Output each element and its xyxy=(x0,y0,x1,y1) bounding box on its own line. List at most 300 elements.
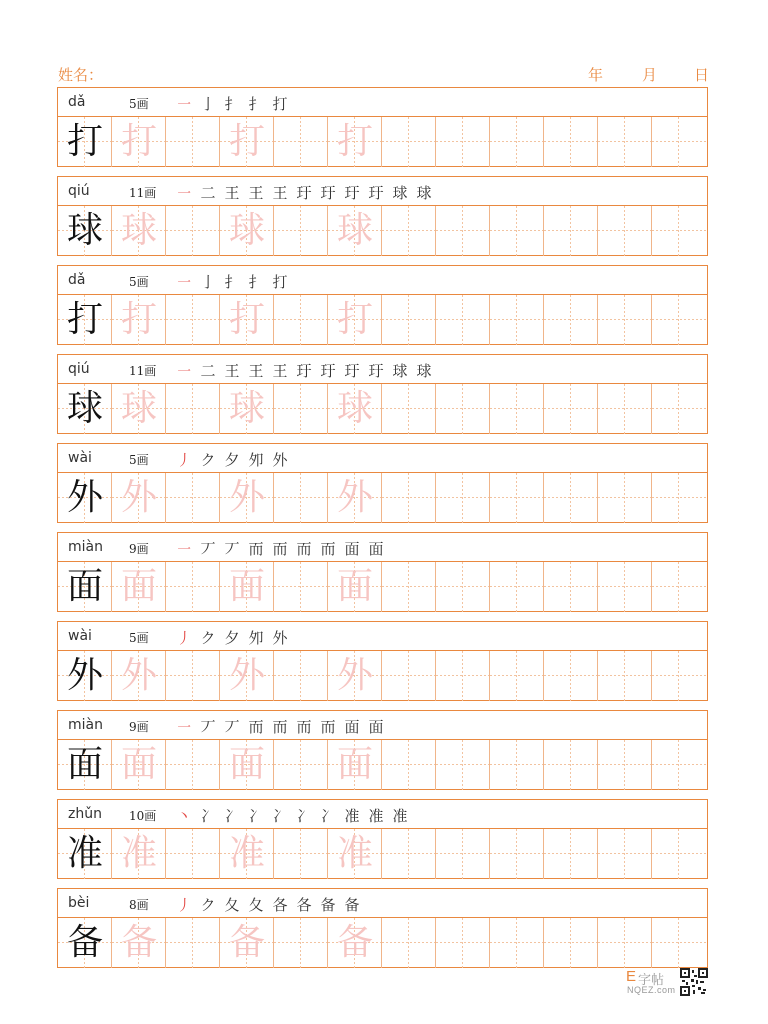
writing-cell[interactable] xyxy=(58,473,112,523)
writing-cell[interactable] xyxy=(436,117,490,167)
writing-cell[interactable] xyxy=(598,651,652,701)
stroke-step: 冫 xyxy=(200,807,216,825)
writing-cell[interactable] xyxy=(220,206,274,256)
stroke-step: 夂 xyxy=(224,896,240,914)
row-info-bar xyxy=(58,355,707,384)
writing-cell[interactable] xyxy=(382,651,436,701)
trace-character: 面 xyxy=(120,744,157,785)
writing-cell[interactable] xyxy=(490,562,544,612)
stroke-step: ㇐ xyxy=(176,95,192,113)
writing-grid xyxy=(58,295,707,344)
stroke-step: 备 xyxy=(344,896,360,914)
writing-cell[interactable] xyxy=(58,562,112,612)
writing-grid xyxy=(58,918,707,967)
stroke-step: 扌 xyxy=(248,95,264,113)
stroke-step: 备 xyxy=(320,896,336,914)
writing-cell[interactable] xyxy=(166,651,220,701)
trace-character: 外 xyxy=(228,655,265,696)
writing-cell[interactable] xyxy=(490,117,544,167)
row-info-bar xyxy=(58,533,707,562)
writing-grid xyxy=(58,740,707,789)
row-info-bar xyxy=(58,177,707,206)
writing-cell[interactable] xyxy=(328,473,382,523)
practice-row xyxy=(57,621,708,701)
writing-cell[interactable] xyxy=(328,206,382,256)
practice-row xyxy=(57,87,708,167)
writing-cell[interactable] xyxy=(58,740,112,790)
name-label: 姓名： xyxy=(58,66,104,84)
stroke-count: 5画 xyxy=(129,631,149,645)
trace-character: 备 xyxy=(336,922,373,963)
writing-cell[interactable] xyxy=(328,384,382,434)
trace-character: 球 xyxy=(336,388,373,429)
writing-cell[interactable] xyxy=(220,651,274,701)
writing-cell[interactable] xyxy=(544,473,598,523)
writing-cell[interactable] xyxy=(112,562,166,612)
trace-character: 面 xyxy=(120,566,157,607)
stroke-step: 而 xyxy=(272,718,288,736)
writing-cell[interactable] xyxy=(598,918,652,968)
stroke-step: 王 xyxy=(272,362,288,380)
stroke-step: 而 xyxy=(248,718,264,736)
writing-cell[interactable] xyxy=(436,206,490,256)
stroke-step: 夕 xyxy=(224,451,240,469)
stroke-step: 而 xyxy=(248,540,264,558)
trace-character: 面 xyxy=(336,566,373,607)
trace-character: 准 xyxy=(120,833,157,874)
stroke-order-sequence xyxy=(172,182,436,202)
stroke-count: 5画 xyxy=(129,97,149,111)
writing-cell[interactable] xyxy=(328,740,382,790)
stroke-step: 打 xyxy=(272,95,288,113)
stroke-step: 王 xyxy=(224,362,240,380)
writing-cell[interactable] xyxy=(652,206,706,256)
stroke-step: 冫 xyxy=(248,807,264,825)
model-character: 外 xyxy=(66,655,103,696)
writing-cell[interactable] xyxy=(382,384,436,434)
stroke-order-sequence xyxy=(172,538,388,558)
stroke-step: ク xyxy=(200,629,216,647)
pinyin: wài xyxy=(68,450,92,466)
stroke-step: 夂 xyxy=(248,896,264,914)
writing-cell[interactable] xyxy=(436,829,490,879)
writing-cell[interactable] xyxy=(58,206,112,256)
writing-cell[interactable] xyxy=(166,295,220,345)
writing-cell[interactable] xyxy=(652,384,706,434)
stroke-count: 5画 xyxy=(129,453,149,467)
stroke-step: 玗 xyxy=(296,184,312,202)
writing-cell[interactable] xyxy=(544,117,598,167)
writing-cell[interactable] xyxy=(112,206,166,256)
worksheet-header xyxy=(58,62,710,84)
stroke-step: 丆 xyxy=(224,718,240,736)
pinyin: dǎ xyxy=(68,94,86,110)
stroke-step: 球 xyxy=(392,362,408,380)
row-info-bar xyxy=(58,711,707,740)
writing-cell[interactable] xyxy=(544,651,598,701)
stroke-step: 王 xyxy=(224,184,240,202)
row-info-bar xyxy=(58,266,707,295)
stroke-count: 11画 xyxy=(129,364,157,378)
stroke-step: 冫 xyxy=(296,807,312,825)
writing-cell[interactable] xyxy=(652,473,706,523)
writing-cell[interactable] xyxy=(490,829,544,879)
writing-cell[interactable] xyxy=(598,473,652,523)
stroke-step: 冫 xyxy=(224,807,240,825)
stroke-order-sequence xyxy=(172,360,436,380)
stroke-step: 面 xyxy=(368,718,384,736)
writing-cell[interactable] xyxy=(166,740,220,790)
writing-cell[interactable] xyxy=(490,918,544,968)
stroke-order-sequence xyxy=(172,894,364,914)
stroke-step: 准 xyxy=(392,807,408,825)
trace-character: 球 xyxy=(228,388,265,429)
writing-cell[interactable] xyxy=(166,473,220,523)
stroke-step: 王 xyxy=(272,184,288,202)
writing-cell[interactable] xyxy=(652,295,706,345)
writing-cell[interactable] xyxy=(328,829,382,879)
trace-character: 打 xyxy=(336,299,373,340)
brand-logo-letter: E xyxy=(626,968,637,985)
stroke-step: 冫 xyxy=(272,807,288,825)
pinyin: qiú xyxy=(68,183,90,199)
trace-character: 准 xyxy=(336,833,373,874)
writing-cell[interactable] xyxy=(328,562,382,612)
writing-cell[interactable] xyxy=(490,384,544,434)
writing-cell[interactable] xyxy=(274,829,328,879)
stroke-step: 打 xyxy=(272,273,288,291)
brand-footer xyxy=(626,968,710,998)
stroke-step: 玗 xyxy=(296,362,312,380)
stroke-step: 球 xyxy=(416,184,432,202)
row-info-bar xyxy=(58,800,707,829)
writing-cell[interactable] xyxy=(598,295,652,345)
writing-cell[interactable] xyxy=(382,829,436,879)
stroke-step: ㇐ xyxy=(176,362,192,380)
stroke-step: 面 xyxy=(344,540,360,558)
writing-cell[interactable] xyxy=(220,295,274,345)
trace-character: 球 xyxy=(228,210,265,251)
writing-cell[interactable] xyxy=(382,295,436,345)
writing-cell[interactable] xyxy=(436,651,490,701)
trace-character: 打 xyxy=(336,121,373,162)
stroke-step: 准 xyxy=(344,807,360,825)
writing-cell[interactable] xyxy=(544,829,598,879)
stroke-step: 面 xyxy=(368,540,384,558)
writing-cell[interactable] xyxy=(598,384,652,434)
practice-row xyxy=(57,799,708,879)
writing-cell[interactable] xyxy=(544,562,598,612)
stroke-step: 外 xyxy=(272,451,288,469)
writing-cell[interactable] xyxy=(274,740,328,790)
writing-cell[interactable] xyxy=(598,829,652,879)
stroke-step: 玗 xyxy=(320,184,336,202)
writing-cell[interactable] xyxy=(598,117,652,167)
stroke-step: 丿 xyxy=(176,451,192,469)
writing-cell[interactable] xyxy=(328,918,382,968)
stroke-step: ㇐ xyxy=(176,273,192,291)
writing-cell[interactable] xyxy=(544,384,598,434)
practice-row xyxy=(57,888,708,968)
writing-cell[interactable] xyxy=(166,918,220,968)
practice-row xyxy=(57,176,708,256)
model-character: 球 xyxy=(66,210,103,251)
stroke-step: 玗 xyxy=(344,184,360,202)
qr-code-icon xyxy=(680,968,708,996)
stroke-step: 玗 xyxy=(320,362,336,380)
stroke-step: 夘 xyxy=(248,451,264,469)
stroke-step: 二 xyxy=(200,362,216,380)
writing-cell[interactable] xyxy=(598,206,652,256)
practice-row xyxy=(57,532,708,612)
stroke-step: ㇐ xyxy=(176,718,192,736)
writing-cell[interactable] xyxy=(274,473,328,523)
trace-character: 打 xyxy=(228,299,265,340)
brand-url: NQEZ.com xyxy=(627,985,676,995)
stroke-step: 丿 xyxy=(176,629,192,647)
writing-cell[interactable] xyxy=(166,562,220,612)
stroke-step: 夕 xyxy=(224,629,240,647)
trace-character: 外 xyxy=(120,655,157,696)
stroke-step: 各 xyxy=(296,896,312,914)
stroke-step: 玗 xyxy=(368,362,384,380)
writing-cell[interactable] xyxy=(490,206,544,256)
stroke-step: ク xyxy=(200,451,216,469)
writing-cell[interactable] xyxy=(490,651,544,701)
writing-cell[interactable] xyxy=(652,651,706,701)
writing-cell[interactable] xyxy=(112,384,166,434)
writing-cell[interactable] xyxy=(382,206,436,256)
writing-grid xyxy=(58,562,707,611)
trace-character: 打 xyxy=(120,299,157,340)
writing-cell[interactable] xyxy=(598,562,652,612)
writing-cell[interactable] xyxy=(58,918,112,968)
trace-character: 外 xyxy=(120,477,157,518)
writing-cell[interactable] xyxy=(274,206,328,256)
writing-cell[interactable] xyxy=(274,384,328,434)
stroke-step: 扌 xyxy=(224,273,240,291)
writing-cell[interactable] xyxy=(436,740,490,790)
writing-cell[interactable] xyxy=(382,740,436,790)
writing-cell[interactable] xyxy=(382,562,436,612)
practice-row xyxy=(57,354,708,434)
writing-cell[interactable] xyxy=(274,117,328,167)
stroke-step: 而 xyxy=(320,540,336,558)
writing-cell[interactable] xyxy=(220,473,274,523)
writing-cell[interactable] xyxy=(112,295,166,345)
writing-cell[interactable] xyxy=(274,651,328,701)
writing-grid xyxy=(58,384,707,433)
model-character: 外 xyxy=(66,477,103,518)
stroke-step: ㇐ xyxy=(176,540,192,558)
writing-cell[interactable] xyxy=(274,562,328,612)
stroke-step: 而 xyxy=(272,540,288,558)
writing-cell[interactable] xyxy=(112,117,166,167)
stroke-step: 球 xyxy=(416,362,432,380)
writing-cell[interactable] xyxy=(112,651,166,701)
model-character: 球 xyxy=(66,388,103,429)
writing-cell[interactable] xyxy=(598,740,652,790)
stroke-step: 王 xyxy=(248,362,264,380)
stroke-step: 扌 xyxy=(248,273,264,291)
stroke-count: 10画 xyxy=(129,809,157,823)
writing-cell[interactable] xyxy=(652,829,706,879)
stroke-order-sequence xyxy=(172,627,292,647)
writing-cell[interactable] xyxy=(166,117,220,167)
writing-cell[interactable] xyxy=(112,918,166,968)
stroke-step: ク xyxy=(200,896,216,914)
writing-cell[interactable] xyxy=(166,206,220,256)
writing-cell[interactable] xyxy=(166,384,220,434)
stroke-count: 9画 xyxy=(129,720,149,734)
writing-cell[interactable] xyxy=(220,384,274,434)
pinyin: dǎ xyxy=(68,272,86,288)
pinyin: qiú xyxy=(68,361,90,377)
writing-cell[interactable] xyxy=(490,473,544,523)
writing-cell[interactable] xyxy=(220,829,274,879)
stroke-step: 球 xyxy=(392,184,408,202)
writing-cell[interactable] xyxy=(652,117,706,167)
trace-character: 球 xyxy=(120,388,157,429)
row-info-bar xyxy=(58,88,707,117)
trace-character: 球 xyxy=(120,210,157,251)
stroke-order-sequence xyxy=(172,449,292,469)
stroke-step: 扌 xyxy=(224,95,240,113)
stroke-step: 各 xyxy=(272,896,288,914)
trace-character: 打 xyxy=(228,121,265,162)
stroke-step: 丆 xyxy=(200,540,216,558)
writing-cell[interactable] xyxy=(166,829,220,879)
stroke-order-sequence xyxy=(172,716,388,736)
stroke-order-sequence xyxy=(172,93,292,113)
writing-cell[interactable] xyxy=(436,384,490,434)
row-info-bar xyxy=(58,444,707,473)
writing-cell[interactable] xyxy=(544,740,598,790)
writing-cell[interactable] xyxy=(652,918,706,968)
stroke-order-sequence xyxy=(172,805,412,825)
writing-cell[interactable] xyxy=(382,473,436,523)
practice-row xyxy=(57,710,708,790)
month-label: 月 xyxy=(642,66,658,84)
writing-cell[interactable] xyxy=(652,562,706,612)
stroke-count: 8画 xyxy=(129,898,149,912)
stroke-step: 二 xyxy=(200,184,216,202)
writing-cell[interactable] xyxy=(58,295,112,345)
stroke-step: 准 xyxy=(368,807,384,825)
writing-cell[interactable] xyxy=(112,829,166,879)
stroke-step: 夘 xyxy=(248,629,264,647)
trace-character: 面 xyxy=(228,744,265,785)
writing-cell[interactable] xyxy=(274,295,328,345)
writing-cell[interactable] xyxy=(436,473,490,523)
writing-cell[interactable] xyxy=(382,117,436,167)
stroke-step: 而 xyxy=(296,540,312,558)
writing-cell[interactable] xyxy=(58,829,112,879)
pinyin: zhǔn xyxy=(68,806,102,822)
stroke-step: 冫 xyxy=(320,807,336,825)
model-character: 面 xyxy=(66,744,103,785)
brand-name: 字帖 xyxy=(638,972,665,987)
writing-cell[interactable] xyxy=(58,117,112,167)
trace-character: 外 xyxy=(336,655,373,696)
trace-character: 备 xyxy=(228,922,265,963)
stroke-step: 面 xyxy=(344,718,360,736)
writing-cell[interactable] xyxy=(544,918,598,968)
trace-character: 面 xyxy=(228,566,265,607)
writing-cell[interactable] xyxy=(58,384,112,434)
stroke-order-sequence xyxy=(172,271,292,291)
row-info-bar xyxy=(58,889,707,918)
writing-grid xyxy=(58,473,707,522)
writing-cell[interactable] xyxy=(436,295,490,345)
writing-cell[interactable] xyxy=(544,295,598,345)
stroke-step: 而 xyxy=(296,718,312,736)
pinyin: wài xyxy=(68,628,92,644)
trace-character: 打 xyxy=(120,121,157,162)
stroke-step: 丆 xyxy=(224,540,240,558)
stroke-step: 亅 xyxy=(200,273,216,291)
stroke-step: 亅 xyxy=(200,95,216,113)
practice-row xyxy=(57,265,708,345)
writing-cell[interactable] xyxy=(328,117,382,167)
trace-character: 准 xyxy=(228,833,265,874)
stroke-step: ㇐ xyxy=(176,184,192,202)
stroke-step: 丿 xyxy=(176,896,192,914)
writing-grid xyxy=(58,651,707,700)
writing-cell[interactable] xyxy=(220,562,274,612)
stroke-step: 玗 xyxy=(344,362,360,380)
trace-character: 备 xyxy=(120,922,157,963)
practice-row xyxy=(57,443,708,523)
stroke-step: 玗 xyxy=(368,184,384,202)
stroke-step: 丆 xyxy=(200,718,216,736)
writing-cell[interactable] xyxy=(490,295,544,345)
writing-cell[interactable] xyxy=(544,206,598,256)
writing-cell[interactable] xyxy=(112,740,166,790)
pinyin: bèi xyxy=(68,895,90,911)
writing-cell[interactable] xyxy=(490,740,544,790)
model-character: 打 xyxy=(66,121,103,162)
writing-cell[interactable] xyxy=(220,918,274,968)
trace-character: 外 xyxy=(336,477,373,518)
model-character: 面 xyxy=(66,566,103,607)
writing-cell[interactable] xyxy=(220,740,274,790)
writing-grid xyxy=(58,829,707,878)
writing-cell[interactable] xyxy=(382,918,436,968)
stroke-count: 9画 xyxy=(129,542,149,556)
pinyin: miàn xyxy=(68,539,103,555)
writing-cell[interactable] xyxy=(328,295,382,345)
writing-grid xyxy=(58,206,707,255)
writing-cell[interactable] xyxy=(274,918,328,968)
trace-character: 球 xyxy=(336,210,373,251)
writing-cell[interactable] xyxy=(652,740,706,790)
writing-cell[interactable] xyxy=(58,651,112,701)
writing-cell[interactable] xyxy=(328,651,382,701)
stroke-count: 11画 xyxy=(129,186,157,200)
stroke-step: 王 xyxy=(248,184,264,202)
writing-cell[interactable] xyxy=(436,918,490,968)
model-character: 备 xyxy=(66,922,103,963)
model-character: 准 xyxy=(66,833,103,874)
writing-cell[interactable] xyxy=(112,473,166,523)
writing-grid xyxy=(58,117,707,166)
pinyin: miàn xyxy=(68,717,103,733)
writing-cell[interactable] xyxy=(220,117,274,167)
writing-cell[interactable] xyxy=(436,562,490,612)
trace-character: 外 xyxy=(228,477,265,518)
trace-character: 面 xyxy=(336,744,373,785)
